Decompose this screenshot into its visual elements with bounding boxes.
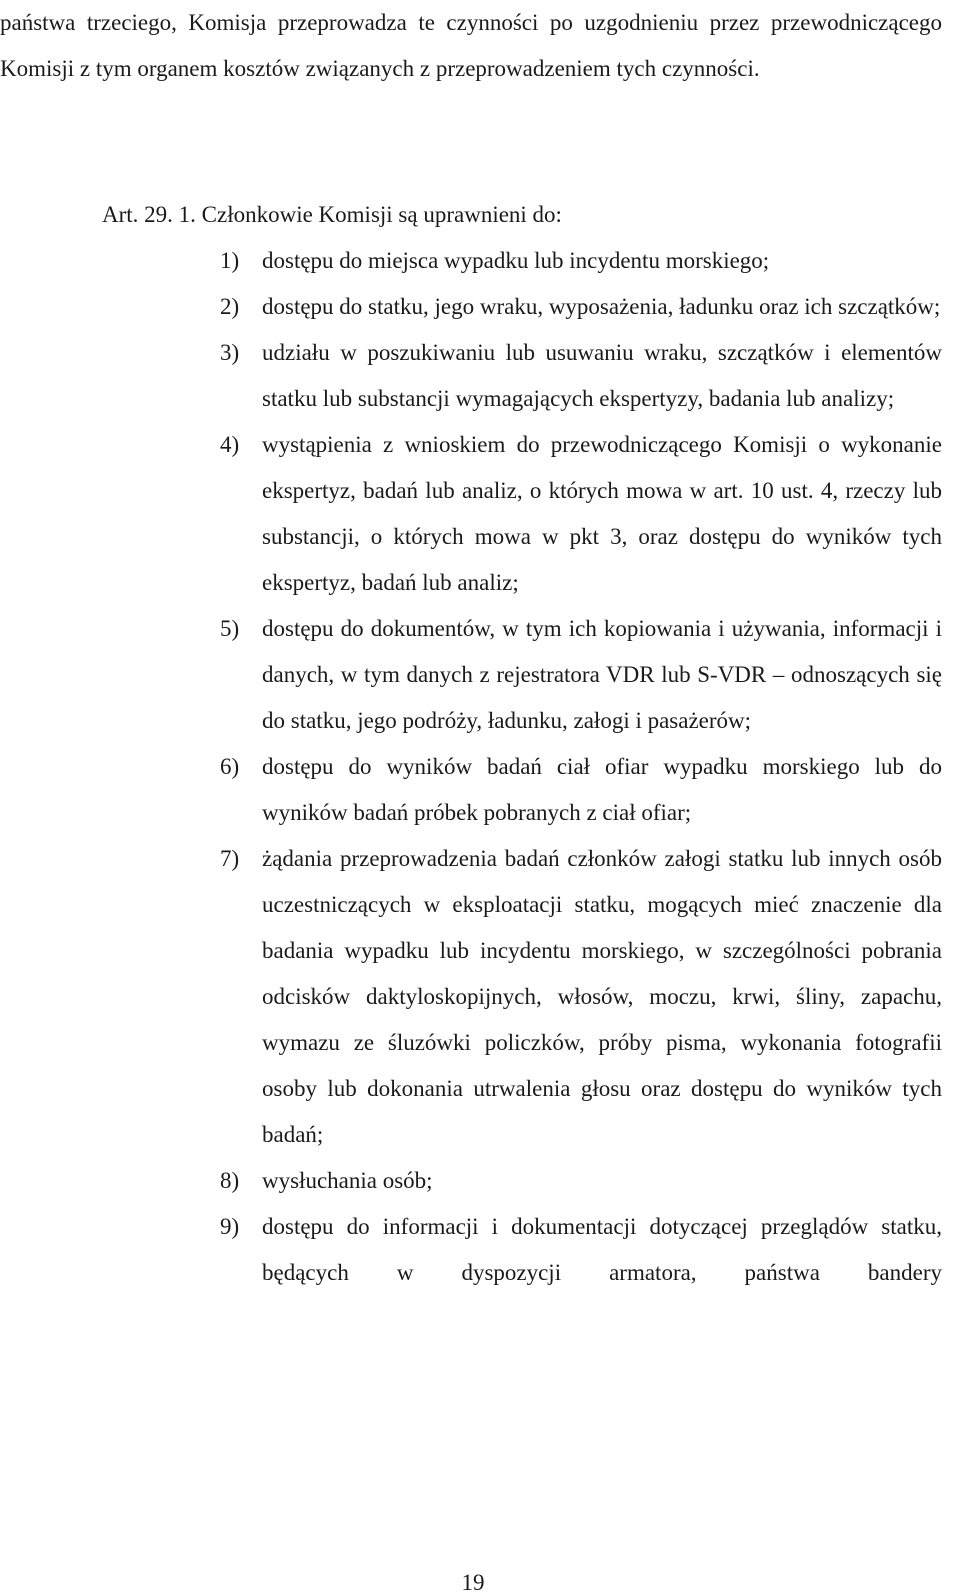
item-number: 7) <box>220 846 240 871</box>
item-number: 6) <box>220 754 240 779</box>
item-number: 8) <box>220 1168 240 1193</box>
list-item <box>0 284 942 330</box>
item-text: wysłuchania osób; <box>262 1168 433 1193</box>
list-item <box>0 836 942 1158</box>
list-item <box>0 1158 942 1204</box>
item-text: dostępu do wyników badań ciał ofiar wypadku morskiego lub do wyników badań próbek pobranych z ciał ofiar; <box>262 754 942 825</box>
list-item <box>0 238 942 284</box>
list-item <box>0 606 942 744</box>
item-number: 2) <box>220 294 240 319</box>
article-heading: Art. 29. 1. Członkowie Komisji są uprawnieni do: <box>102 202 562 227</box>
item-text: dostępu do dokumentów, w tym ich kopiowania i używania, informacji i danych, w tym danych z rejestratora VDR lub S-VDR – odnoszących się do statku, jego podróży, ładunku, załogi i pasażerów; <box>262 616 942 733</box>
item-number: 5) <box>220 616 240 641</box>
item-text: żądania przeprowadzenia badań członków załogi statku lub innych osób uczestniczących w eksploatacji statku, mogących mieć znaczenie dla badania wypadku lub incydentu morskiego, w szczególności pobrania odcisków daktyloskopijnych, włosów, moczu, krwi, śliny, zapachu, wymazu ze śluzówki policzków, próby pisma, wykonania fotografii osoby lub dokonania utrwalenia głosu oraz dostępu do wyników tych badań; <box>262 846 942 1147</box>
item-text: udziału w poszukiwaniu lub usuwaniu wraku, szczątków i elementów statku lub substancji wymagających ekspertyzy, badania lub analizy; <box>262 340 942 411</box>
item-text: dostępu do informacji i dokumentacji dotyczącej przeglądów statku, będących w dyspozycji armatora, państwa bandery <box>262 1214 942 1285</box>
item-number: 1) <box>220 248 240 273</box>
list-item <box>0 330 942 422</box>
item-text: wystąpienia z wnioskiem do przewodniczącego Komisji o wykonanie ekspertyz, badań lub analiz, o których mowa w art. 10 ust. 4, rzeczy lub substancji, o których mowa w pkt 3, oraz dostępu do wyników tych ekspertyz, badań lub analiz; <box>262 432 942 595</box>
list-item <box>0 422 942 606</box>
list-item <box>0 744 942 836</box>
item-number: 9) <box>220 1214 240 1239</box>
entitlements-list <box>0 238 960 1296</box>
lead-paragraph: państwa trzeciego, Komisja przeprowadza te czynności po uzgodnieniu przez przewodniczącego Komisji z tym organem kosztów związanych z przeprowadzeniem tych czynności. <box>0 10 942 81</box>
item-text: dostępu do statku, jego wraku, wyposażenia, ładunku oraz ich szczątków; <box>262 294 941 319</box>
page-number: 19 <box>461 1570 485 1595</box>
item-text: dostępu do miejsca wypadku lub incydentu morskiego; <box>262 248 770 273</box>
item-number: 4) <box>220 432 240 457</box>
item-number: 3) <box>220 340 240 365</box>
list-item <box>0 1204 942 1296</box>
